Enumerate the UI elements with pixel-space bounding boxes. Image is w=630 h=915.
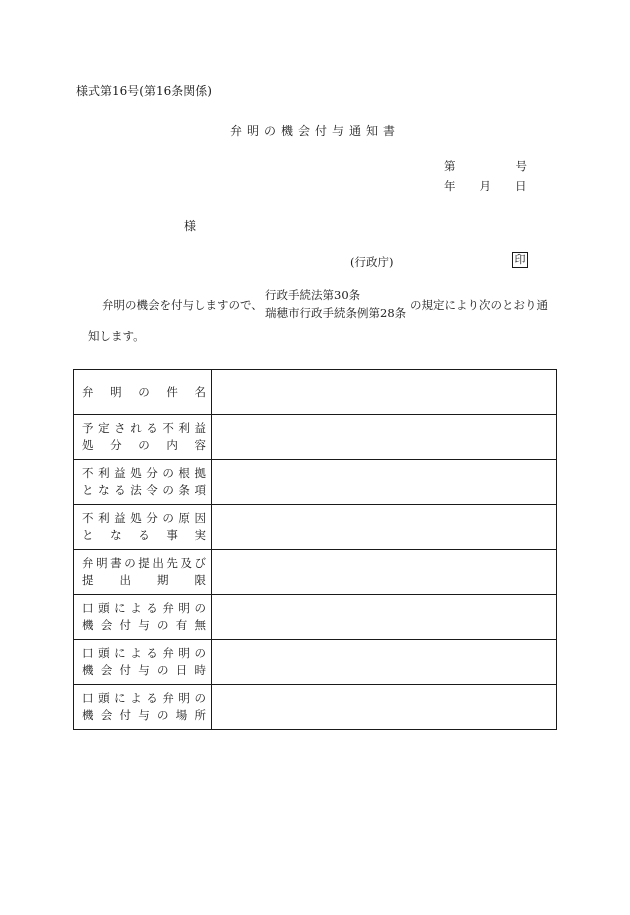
row-value-field[interactable] [212, 640, 557, 685]
row-label [74, 460, 212, 505]
table-row [74, 640, 557, 685]
body-suffix: の規定により次のとおり通 [410, 298, 548, 312]
date-month: 月 [479, 179, 491, 193]
table-row [74, 415, 557, 460]
row-value-field[interactable] [212, 370, 557, 415]
row-label-line1: 不 利 益 処 分 の 原 因 [82, 511, 206, 525]
document-date [444, 178, 527, 194]
row-label-line2: 機 会 付 与 の 有 無 [82, 618, 206, 632]
row-value-field[interactable] [212, 685, 557, 730]
table-row [74, 685, 557, 730]
document-title: 弁明の機会付与通知書 [229, 124, 400, 138]
notice-table [73, 369, 557, 730]
row-label [74, 550, 212, 595]
date-day: 日 [515, 179, 527, 193]
table-row [74, 550, 557, 595]
row-label-line2: と な る 法 令 の 条 項 [82, 483, 206, 497]
row-label-line2: 機 会 付 与 の 場 所 [82, 708, 206, 722]
body-law-1: 行政手続法第30条 [265, 288, 361, 302]
date-year: 年 [444, 179, 456, 193]
row-value-field[interactable] [212, 595, 557, 640]
row-label [74, 370, 212, 415]
row-label-line2: と な る 事 実 [82, 528, 206, 542]
row-label-line1: 口 頭 に よ る 弁 明 の [82, 601, 206, 615]
row-label-line2: 機 会 付 与 の 日 時 [82, 663, 206, 677]
table-row [74, 370, 557, 415]
number-go: 号 [515, 159, 527, 173]
addressee: 様 [184, 219, 197, 233]
table-row [74, 595, 557, 640]
row-label-line1: 口 頭 に よ る 弁 明 の [82, 646, 206, 660]
row-value-field[interactable] [212, 550, 557, 595]
row-label [74, 640, 212, 685]
body-law-2: 瑞穂市行政手続条例第28条 [265, 306, 407, 320]
row-value-field[interactable] [212, 415, 557, 460]
row-label-line1: 不 利 益 処 分 の 根 拠 [82, 466, 206, 480]
document-number [444, 158, 527, 174]
table-row [74, 460, 557, 505]
row-label [74, 685, 212, 730]
row-label-line1: 弁 明 書 の 提 出 先 及 び [82, 556, 206, 570]
form-number: 様式第16号(第16条関係) [76, 84, 212, 98]
row-label-line1: 口 頭 に よ る 弁 明 の [82, 691, 206, 705]
row-label [74, 415, 212, 460]
row-value-field[interactable] [212, 505, 557, 550]
row-label-line2: 処 分 の 内 容 [82, 438, 206, 452]
agency-name: (行政庁) [350, 255, 394, 269]
seal-mark: 印 [512, 252, 528, 268]
row-label-line1: 弁 明 の 件 名 [82, 384, 206, 399]
row-label-line2: 提 出 期 限 [82, 573, 206, 587]
row-label [74, 595, 212, 640]
row-value-field[interactable] [212, 460, 557, 505]
table-row [74, 505, 557, 550]
row-label-line1: 予 定 さ れ る 不 利 益 [82, 421, 206, 435]
body-continuation: 知します。 [88, 329, 145, 343]
row-label [74, 505, 212, 550]
body-prefix: 弁明の機会を付与しますので、 [102, 298, 263, 312]
number-dai: 第 [444, 159, 456, 173]
